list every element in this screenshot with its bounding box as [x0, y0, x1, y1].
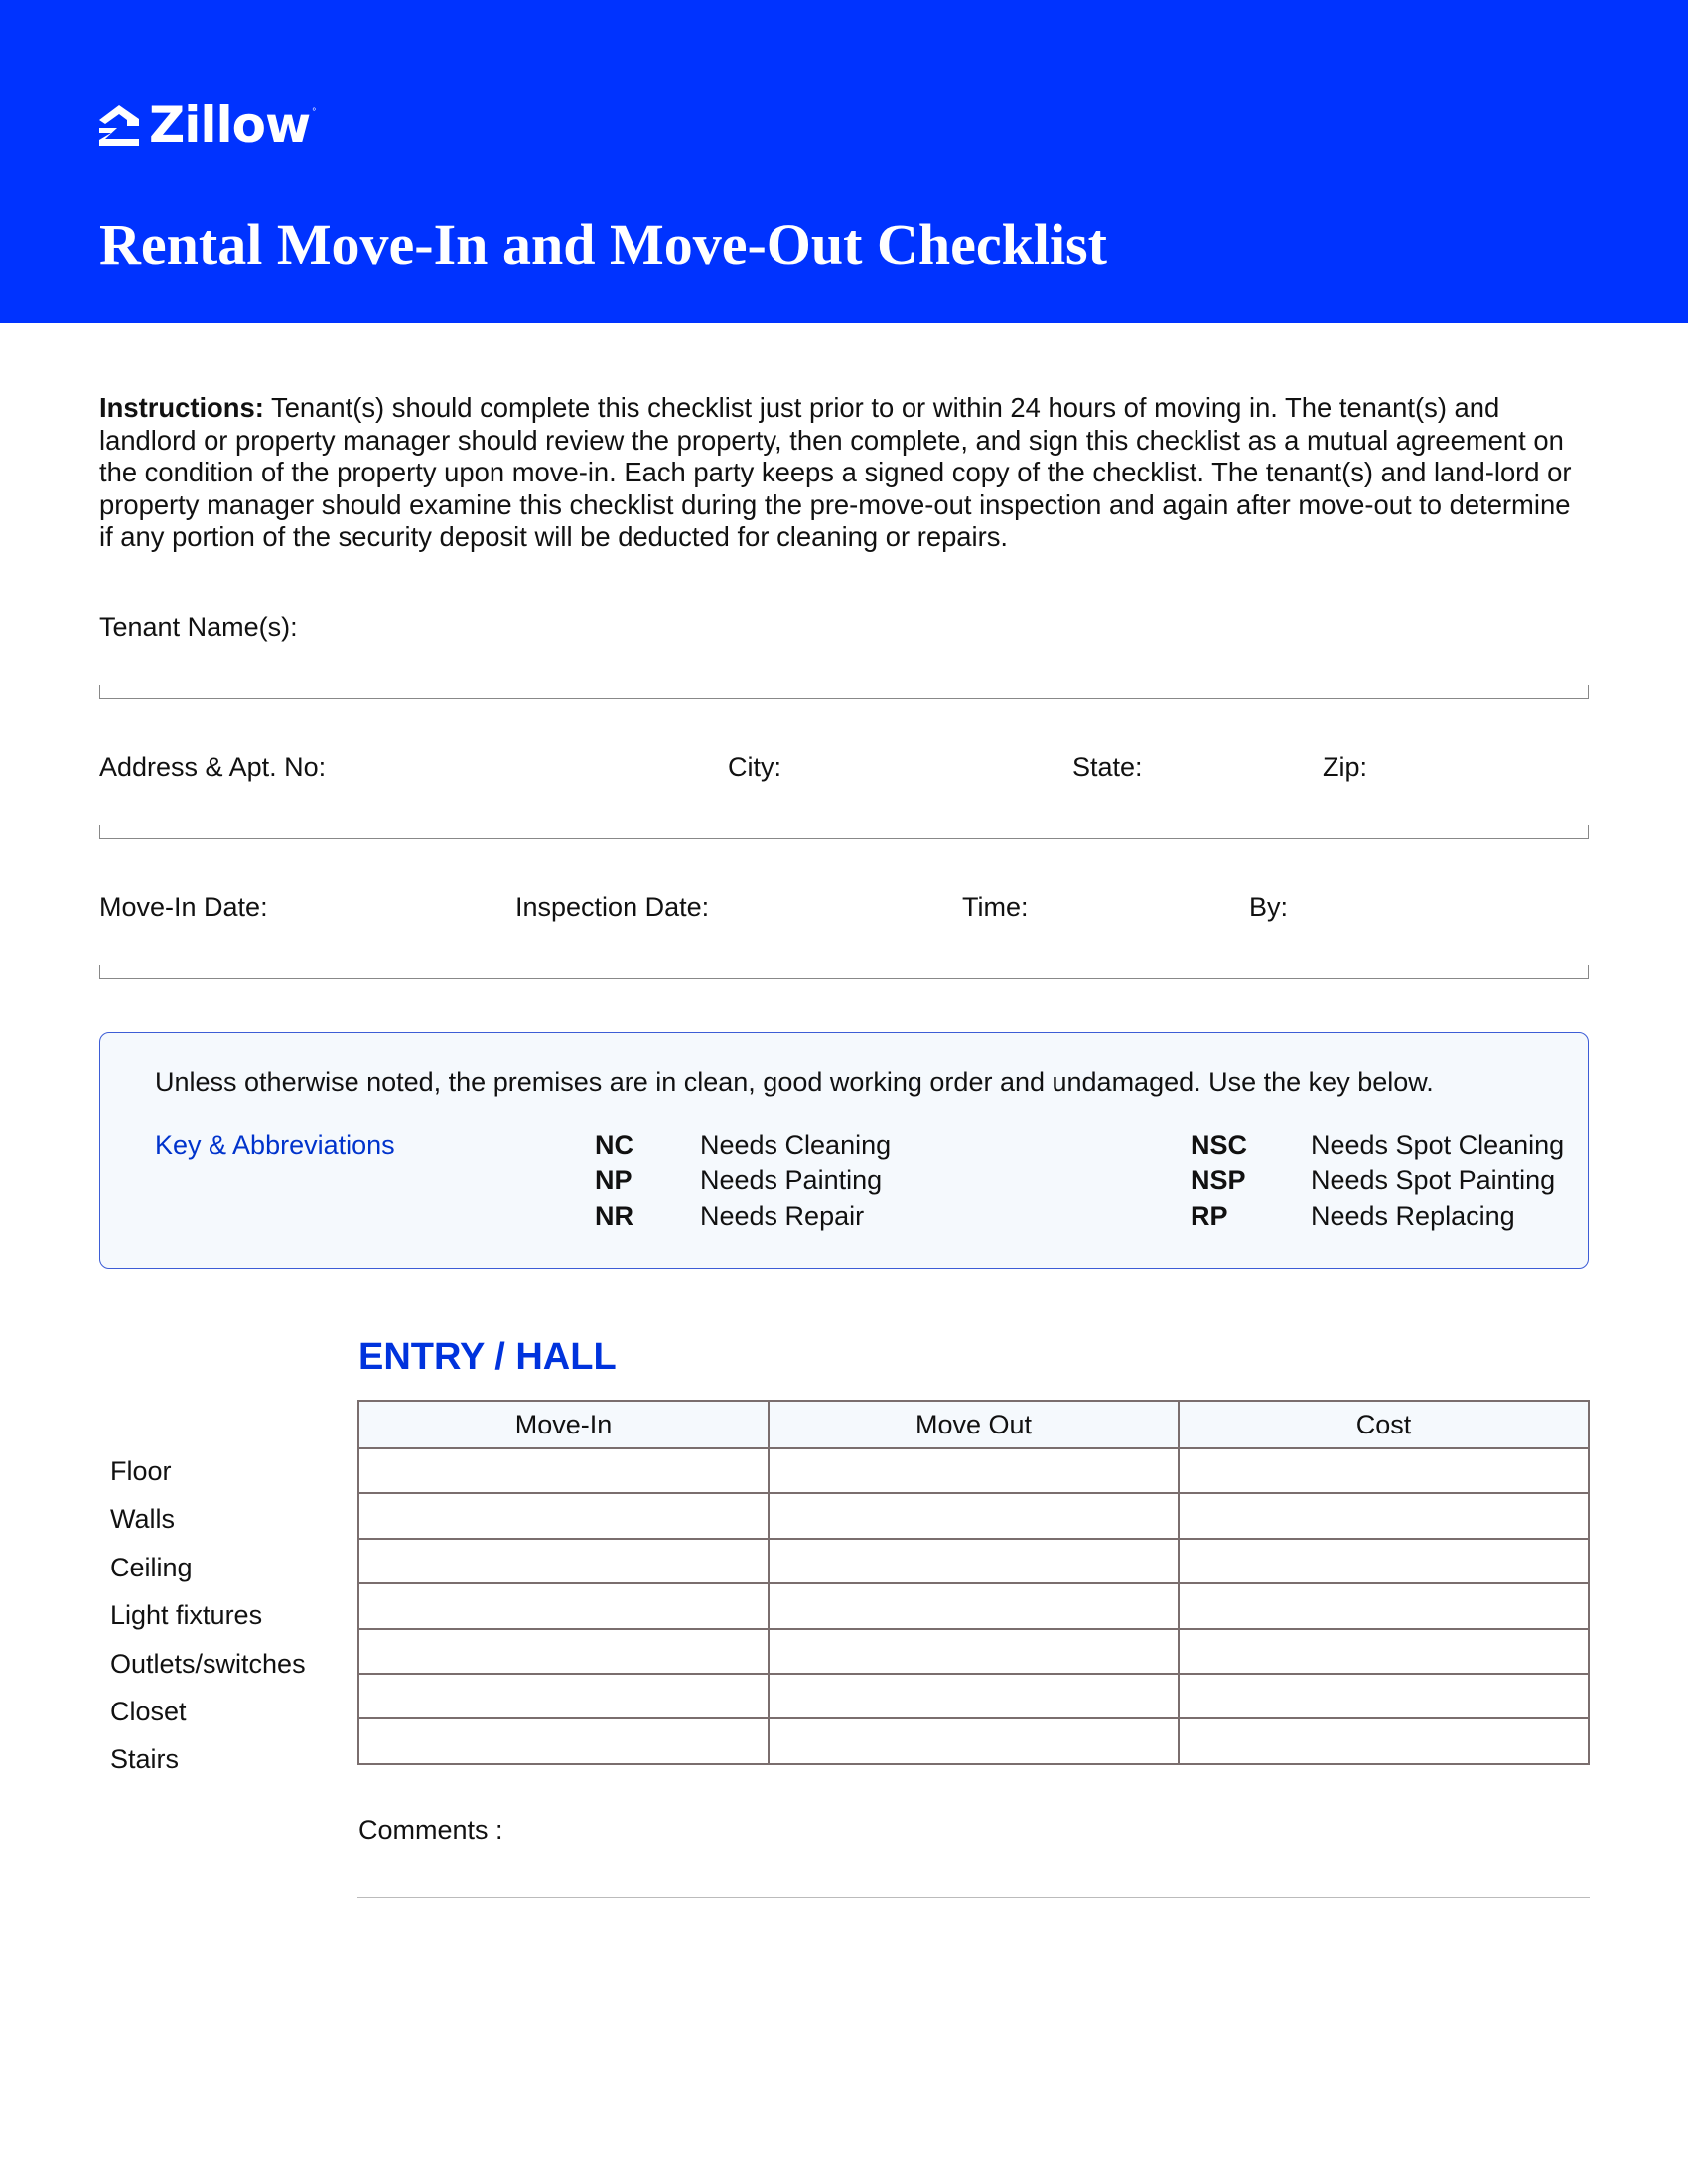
move-out-cell[interactable] — [769, 1629, 1179, 1674]
key-abbr-rp: RP — [1191, 1201, 1228, 1231]
move-out-cell[interactable] — [769, 1448, 1179, 1493]
page-title: Rental Move-In and Move-Out Checklist — [99, 212, 1107, 277]
move-in-cell[interactable] — [358, 1674, 769, 1718]
cost-cell[interactable] — [1179, 1448, 1589, 1493]
key-box — [99, 1032, 1589, 1269]
column-header-move-out: Move Out — [769, 1401, 1179, 1448]
tenant-names-label: Tenant Name(s): — [99, 613, 298, 642]
instructions-paragraph — [99, 392, 1589, 554]
table-row — [358, 1674, 1589, 1718]
move-out-cell[interactable] — [769, 1539, 1179, 1583]
key-note: Unless otherwise noted, the premises are in clean, good working order and undamaged. Use the key below. — [155, 1067, 1434, 1097]
brand-name: Zillow — [149, 96, 311, 154]
zillow-logo — [97, 95, 316, 155]
move-in-cell[interactable] — [358, 1718, 769, 1763]
city-label: City: — [728, 752, 781, 782]
table-row — [358, 1539, 1589, 1583]
move-out-cell[interactable] — [769, 1493, 1179, 1538]
cost-cell[interactable] — [1179, 1539, 1589, 1583]
key-abbreviations-label: Key & Abbreviations — [155, 1130, 395, 1160]
tenant-names-field[interactable] — [99, 685, 1589, 699]
by-label: By: — [1249, 892, 1289, 922]
table-header-row — [358, 1401, 1589, 1448]
key-abbr-nr: NR — [595, 1201, 633, 1231]
state-label: State: — [1072, 752, 1143, 782]
comments-label: Comments : — [358, 1815, 503, 1844]
row-label-floor: Floor — [110, 1456, 172, 1486]
header-banner — [0, 0, 1688, 323]
cost-cell[interactable] — [1179, 1674, 1589, 1718]
move-in-cell[interactable] — [358, 1583, 769, 1628]
move-in-cell[interactable] — [358, 1539, 769, 1583]
registered-mark: ° — [312, 107, 317, 118]
row-label-light-fixtures: Light fixtures — [110, 1600, 263, 1630]
key-abbr-nsc: NSC — [1191, 1130, 1248, 1160]
comments-field[interactable] — [357, 1897, 1590, 1898]
row-label-walls: Walls — [110, 1504, 175, 1534]
instructions-text: Tenant(s) should complete this checklist just prior to or within 24 hours of moving in. The tenant(s) and landlord or property manager should review the property, then complete, and sign this checklist as a mutual agreement on the condition of the property upon move-in. Each party keeps a signed copy of the checklist. The tenant(s) and land-lord or property manager should examine this checklist during the pre-move-out inspection and again after move-out to determine if any portion of the security deposit will be deducted for cleaning or repairs. — [99, 392, 1572, 552]
column-header-cost: Cost — [1179, 1401, 1589, 1448]
cost-cell[interactable] — [1179, 1718, 1589, 1763]
zip-label: Zip: — [1323, 752, 1368, 782]
cost-cell[interactable] — [1179, 1493, 1589, 1538]
row-label-ceiling: Ceiling — [110, 1553, 193, 1582]
move-in-cell[interactable] — [358, 1629, 769, 1674]
move-in-date-label: Move-In Date: — [99, 892, 268, 922]
row-label-stairs: Stairs — [110, 1744, 180, 1774]
move-in-cell[interactable] — [358, 1448, 769, 1493]
key-meaning-nr: Needs Repair — [700, 1201, 865, 1231]
date-time-field[interactable] — [99, 965, 1589, 979]
cost-cell[interactable] — [1179, 1583, 1589, 1628]
key-abbr-nsp: NSP — [1191, 1165, 1246, 1195]
table-row — [358, 1583, 1589, 1628]
move-out-cell[interactable] — [769, 1718, 1179, 1763]
table-row — [358, 1448, 1589, 1493]
inspection-date-label: Inspection Date: — [515, 892, 710, 922]
key-meaning-nc: Needs Cleaning — [700, 1130, 892, 1160]
column-header-move-in: Move-In — [358, 1401, 769, 1448]
key-meaning-rp: Needs Replacing — [1311, 1201, 1515, 1231]
move-out-cell[interactable] — [769, 1674, 1179, 1718]
row-label-outlets-switches: Outlets/switches — [110, 1649, 306, 1679]
zillow-house-icon — [97, 103, 141, 147]
entry-hall-table — [357, 1400, 1590, 1765]
table-row — [358, 1493, 1589, 1538]
move-in-cell[interactable] — [358, 1493, 769, 1538]
key-abbr-nc: NC — [595, 1130, 633, 1160]
key-meaning-np: Needs Painting — [700, 1165, 883, 1195]
key-abbr-np: NP — [595, 1165, 633, 1195]
cost-cell[interactable] — [1179, 1629, 1589, 1674]
move-out-cell[interactable] — [769, 1583, 1179, 1628]
table-row — [358, 1718, 1589, 1763]
instructions-label: Instructions: — [99, 392, 264, 423]
address-label: Address & Apt. No: — [99, 752, 327, 782]
section-title-entry-hall: ENTRY / HALL — [358, 1336, 617, 1378]
key-meaning-nsp: Needs Spot Painting — [1311, 1165, 1556, 1195]
table-row — [358, 1629, 1589, 1674]
key-meaning-nsc: Needs Spot Cleaning — [1311, 1130, 1565, 1160]
address-field[interactable] — [99, 825, 1589, 839]
time-label: Time: — [962, 892, 1029, 922]
row-label-closet: Closet — [110, 1697, 187, 1726]
